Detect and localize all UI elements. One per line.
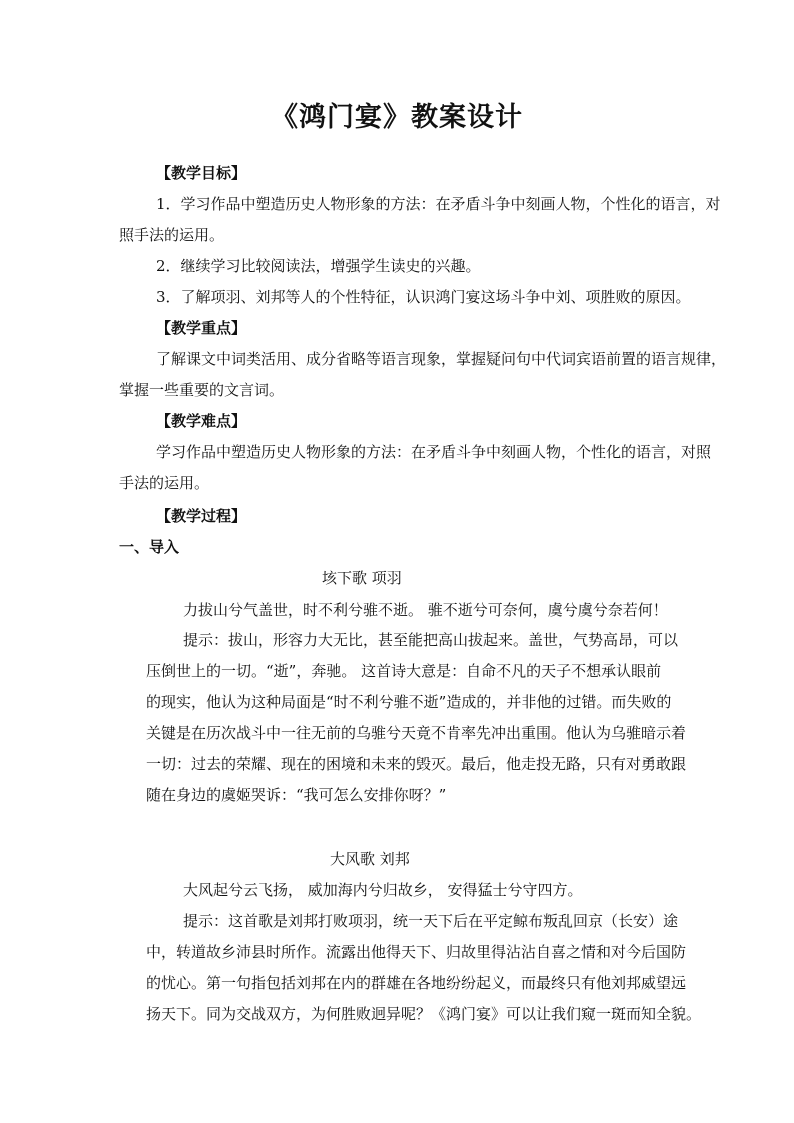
poem-1-note-line: 提示：拔山，形容力大无比，甚至能把高山拔起来。盖世，气势高昂，可以 xyxy=(183,631,679,649)
poem-2-note-line: 提示：这首歌是刘邦打败项羽，统一天下后在平定鲸布叛乱回京（长安）途 xyxy=(183,912,679,930)
poem-1-title: 垓下歌 项羽 xyxy=(322,569,402,587)
section-intro-heading: 一、导入 xyxy=(119,538,180,556)
poem-1-note-line: 压倒世上的一切。“逝”，奔驰。 这首诗大意是：自命不凡的天子不想承认眼前 xyxy=(146,662,662,680)
objective-2: 2．继续学习比较阅读法，增强学生读史的兴趣。 xyxy=(156,257,481,275)
page-title: 《鸿门宴》教案设计 xyxy=(271,102,523,133)
poem-2-verse: 大风起兮云飞扬， 威加海内兮归故乡， 安得猛士兮守四方。 xyxy=(183,881,583,899)
poem-2-title: 大风歌 刘邦 xyxy=(330,850,410,868)
poem-1-note-line: 关键是在历次战斗中一往无前的乌骓兮天竟不肯率先冲出重围。他认为乌骓暗示着 xyxy=(146,724,687,742)
key-points-line-1: 了解课文中词类活用、成分省略等语言现象，掌握疑问句中代词宾语前置的语言规律， xyxy=(156,350,727,368)
difficulties-line-2: 手法的运用。 xyxy=(119,474,210,492)
poem-2-note-line: 中，转道故乡沛县时所作。流露出他得天下、归故里得沾沾自喜之情和对今后国防 xyxy=(146,943,687,961)
poem-1-verse: 力拔山兮气盖世，时不利兮骓不逝。 骓不逝兮可奈何，虞兮虞兮奈若何！ xyxy=(183,601,668,619)
poem-1-note-line: 一切：过去的荣耀、现在的困境和未来的毁灭。最后，他走投无路，只有对勇敢跟 xyxy=(146,755,687,773)
objective-1-line-2: 照手法的运用。 xyxy=(119,226,225,244)
process-heading: 【教学过程】 xyxy=(156,507,247,525)
poem-2-note-line: 的忧心。第一句指包括刘邦在内的群雄在各地纷纷起义，而最终只有他刘邦威望远 xyxy=(146,974,687,992)
key-points-heading: 【教学重点】 xyxy=(156,319,247,337)
difficulties-line-1: 学习作品中塑造历史人物形象的方法：在矛盾斗争中刻画人物，个性化的语言，对照 xyxy=(156,443,712,461)
objectives-heading: 【教学目标】 xyxy=(156,164,247,182)
objective-1-line-1: 1．学习作品中塑造历史人物形象的方法：在矛盾斗争中刻画人物，个性化的语言，对 xyxy=(156,195,721,213)
poem-1-note-line: 随在身边的虞姬哭诉：“我可怎么安排你呀？” xyxy=(146,786,447,804)
poem-1-note-line: 的现实，他认为这种局面是“时不利兮骓不逝”造成的，并非他的过错。而失败的 xyxy=(146,693,672,711)
poem-2-note-line: 扬天下。同为交战双方，为何胜败迥异呢？《鸿门宴》可以让我们窥一斑而知全貌。 xyxy=(146,1005,702,1023)
difficulties-heading: 【教学难点】 xyxy=(156,412,247,430)
key-points-line-2: 掌握一些重要的文言词。 xyxy=(119,381,285,399)
objective-3: 3．了解项羽、刘邦等人的个性特征，认识鸿门宴这场斗争中刘、项胜败的原因。 xyxy=(156,288,691,306)
